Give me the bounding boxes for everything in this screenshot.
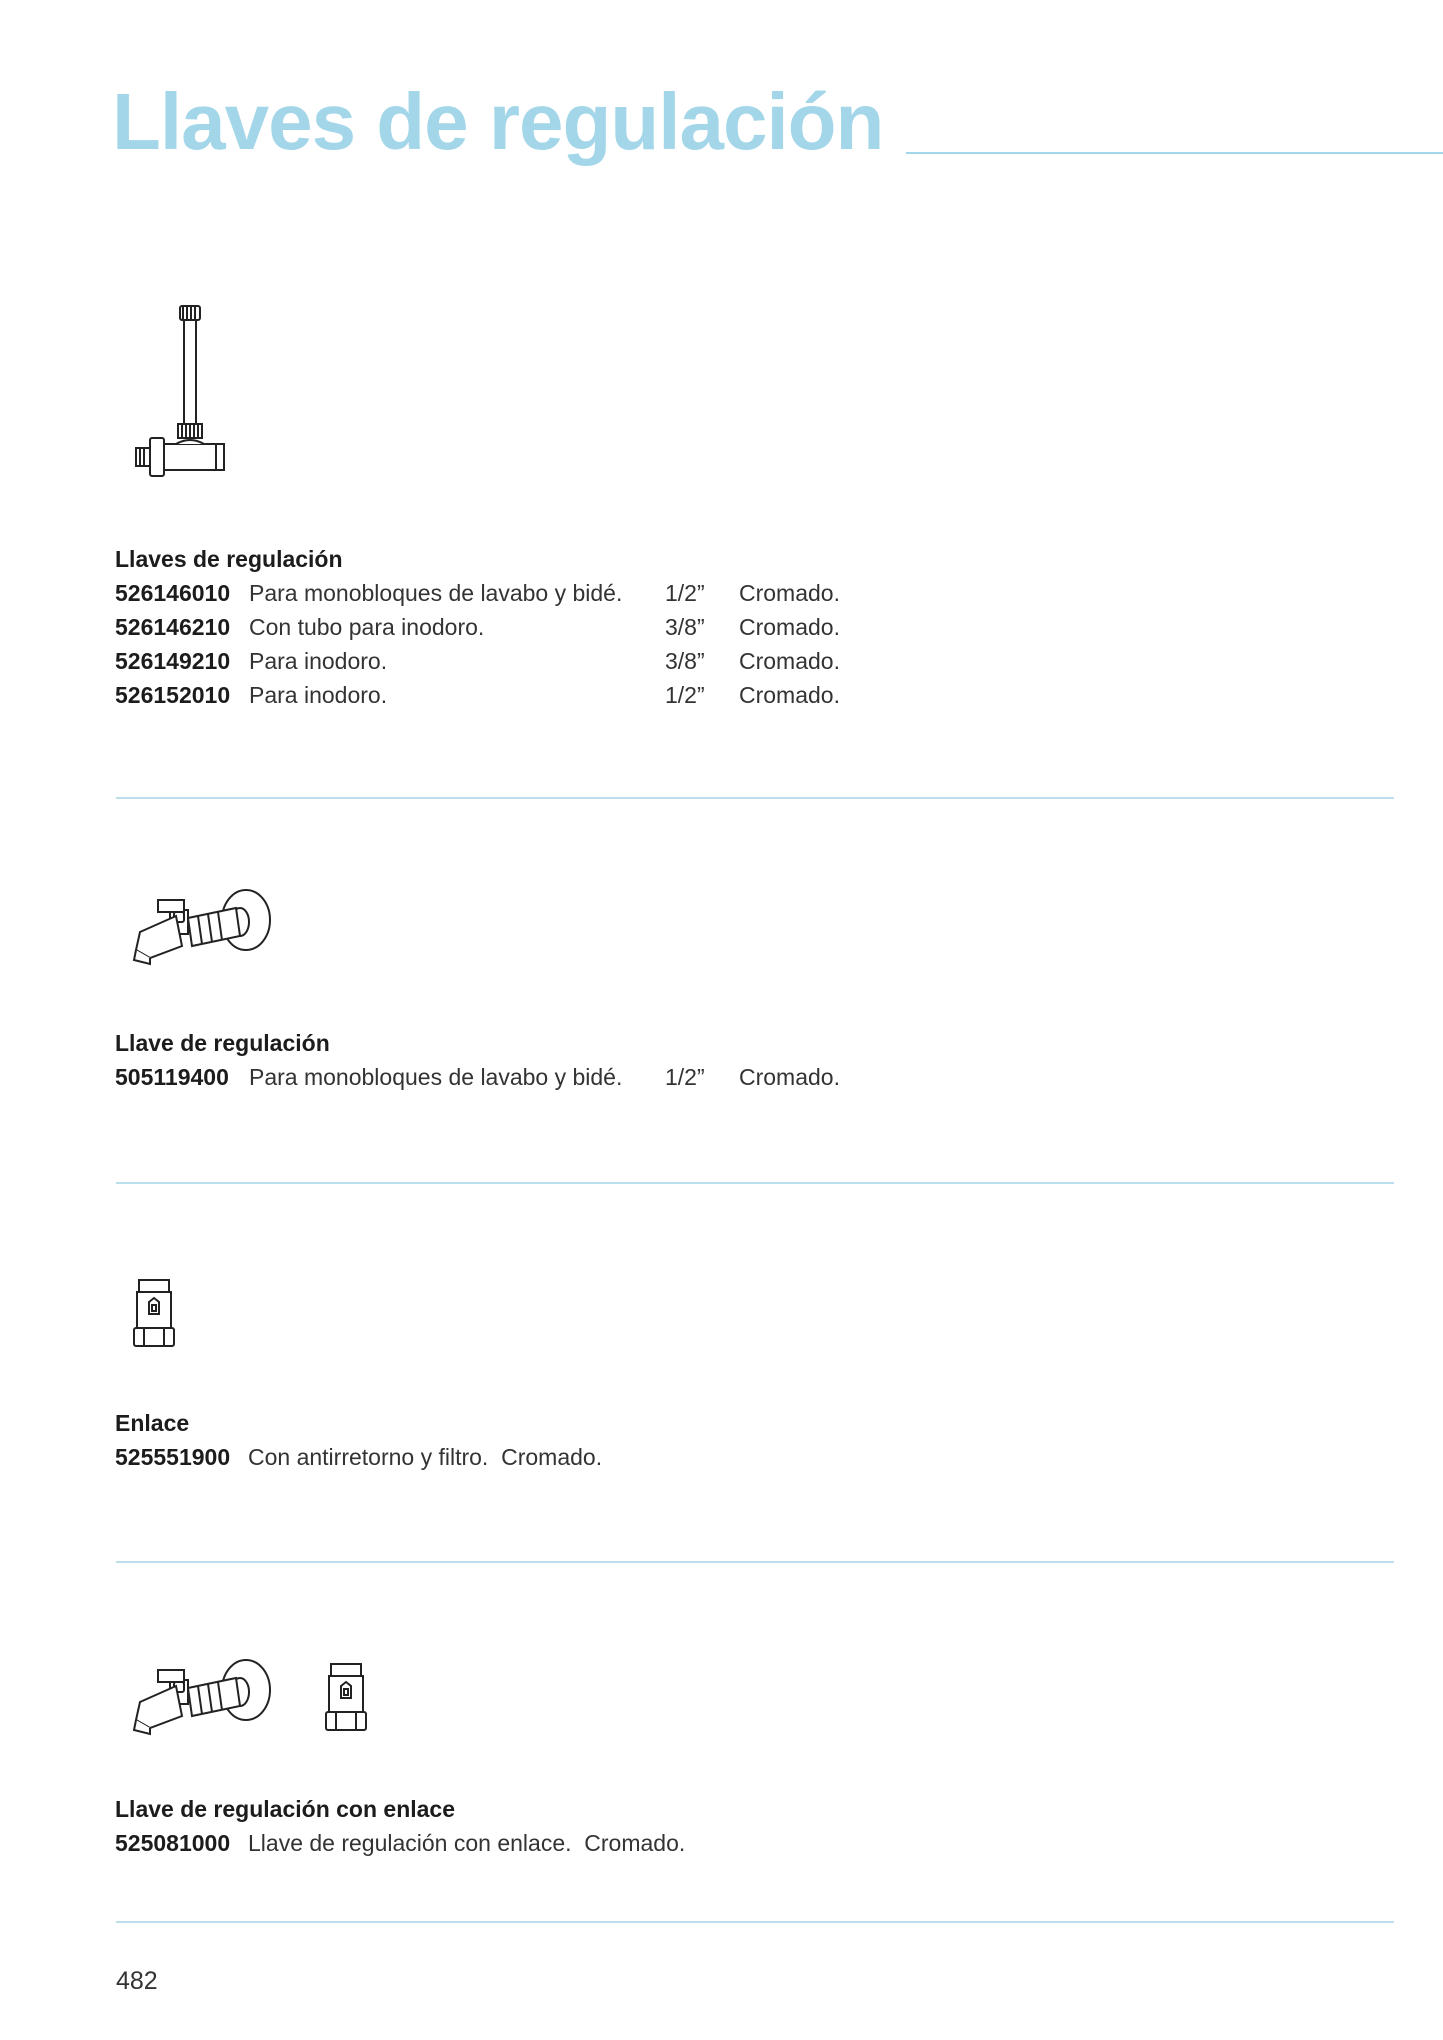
section-llave-de-regulacion-con-enlace: [115, 1795, 686, 1863]
product-row: [115, 1829, 686, 1863]
section-llaves-de-regulacion: [115, 545, 840, 715]
section-title: Llave de regulación con enlace: [115, 1796, 456, 1822]
page-number: 482: [116, 1967, 158, 1995]
section-divider: [116, 1561, 1394, 1563]
product-code: 526149210: [115, 648, 231, 674]
product-row: [115, 1063, 840, 1097]
product-row: [115, 579, 840, 613]
product-size: 1/2”: [665, 1064, 705, 1090]
section-title: Llave de regulación: [115, 1030, 330, 1056]
connector-icon: [322, 1660, 372, 1734]
connector-icon: [130, 1276, 180, 1350]
section-divider: [116, 797, 1394, 799]
product-size: 3/8”: [665, 648, 705, 674]
product-description: Con tubo para inodoro.: [249, 614, 485, 640]
product-description: Con antirretorno y filtro. Cromado.: [248, 1444, 603, 1470]
product-row: [115, 613, 840, 647]
product-description: Para inodoro.: [249, 682, 388, 708]
title-rule: [906, 152, 1443, 154]
section-enlace: [115, 1409, 603, 1477]
product-row: [115, 681, 840, 715]
valve-with-tube-icon: [128, 298, 238, 488]
product-row: [115, 1443, 603, 1477]
product-code: 526146010: [115, 580, 231, 606]
product-description: Para monobloques de lavabo y bidé.: [249, 580, 623, 606]
section-title: Llaves de regulación: [115, 546, 343, 572]
product-description: Llave de regulación con enlace. Cromado.: [248, 1830, 686, 1856]
section-llave-de-regulacion: [115, 1029, 840, 1097]
section-divider: [116, 1921, 1394, 1923]
product-code: 526152010: [115, 682, 231, 708]
angle-valve-icon: [128, 886, 278, 966]
product-code: 525081000: [115, 1830, 231, 1856]
product-code: 505119400: [115, 1064, 229, 1090]
product-finish: Cromado.: [739, 682, 840, 708]
product-size: 1/2”: [665, 580, 705, 606]
product-size: 1/2”: [665, 682, 705, 708]
product-finish: Cromado.: [739, 1064, 840, 1090]
angle-valve-icon: [128, 1656, 278, 1736]
product-description: Para inodoro.: [249, 648, 388, 674]
product-size: 3/8”: [665, 614, 705, 640]
product-row: [115, 647, 840, 681]
product-description: Para monobloques de lavabo y bidé.: [249, 1064, 623, 1090]
product-code: 526146210: [115, 614, 231, 640]
section-divider: [116, 1182, 1394, 1184]
page-title: Llaves de regulación: [112, 77, 884, 166]
section-title: Enlace: [115, 1410, 190, 1436]
product-finish: Cromado.: [739, 648, 840, 674]
product-finish: Cromado.: [739, 614, 840, 640]
product-finish: Cromado.: [739, 580, 840, 606]
product-code: 525551900: [115, 1444, 231, 1470]
